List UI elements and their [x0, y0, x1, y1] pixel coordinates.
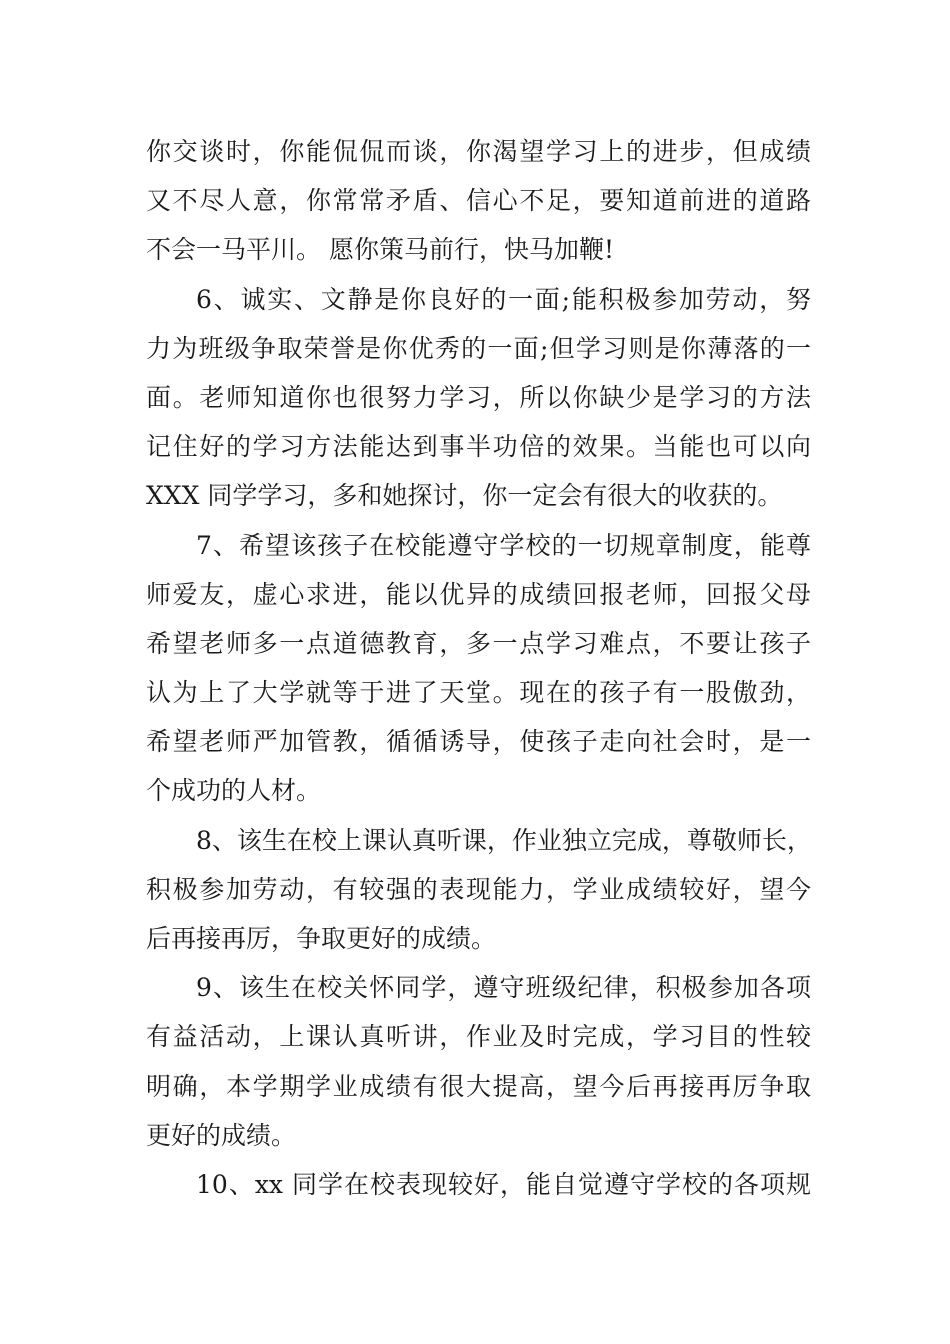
paragraph-item-10 — [146, 1160, 811, 1209]
text-line: 6、诚实、文静是你良好的一面;能积极参加劳动，努 — [196, 284, 811, 314]
text-line: 7、希望该孩子在校能遵守学校的一切规章制度，能尊 — [196, 530, 811, 560]
text-line: 积极参加劳动，有较强的表现能力，学业成绩较好，望今 — [146, 874, 811, 904]
text-line: 你交谈时，你能侃侃而谈，你渴望学习上的进步，但成绩 — [146, 137, 811, 166]
paragraph-item-8 — [146, 816, 811, 964]
text-line: 力为班级争取荣誉是你优秀的一面;但学习则是你薄落的一 — [146, 333, 811, 363]
paragraph-item-6 — [146, 275, 811, 521]
document-body — [146, 127, 811, 1209]
text-line: 面。老师知道你也很努力学习，所以你缺少是学习的方法 — [146, 382, 811, 412]
text-line: 更好的成绩。 — [146, 1120, 297, 1150]
text-line: 后再接再厉，争取更好的成绩。 — [146, 924, 497, 953]
text-line: XXX 同学学习，多和她探讨，你一定会有很大的收获的。 — [146, 481, 783, 511]
text-line: 希望老师多一点道德教育，多一点学习难点，不要让孩子 — [146, 628, 811, 658]
text-line: 师爱友，虚心求进，能以优异的成绩回报老师，回报父母 — [146, 579, 811, 609]
text-line: 记住好的学习方法能达到事半功倍的效果。当能也可以向 — [146, 432, 811, 462]
text-line: 认为上了大学就等于进了天堂。现在的孩子有一股傲劲， — [146, 678, 811, 708]
text-line: 10、xx 同学在校表现较好，能自觉遵守学校的各项规 — [196, 1169, 811, 1199]
text-line: 8、该生在校上课认真听课，作业独立完成，尊敬师长， — [196, 825, 812, 855]
text-line: 个成功的人材。 — [146, 776, 322, 806]
text-line: 9、该生在校关怀同学，遵守班级纪律，积极参加各项 — [196, 973, 811, 1003]
text-line: 有益活动，上课认真听讲，作业及时完成，学习目的性较 — [146, 1022, 811, 1052]
text-line: 又不尽人意，你常常矛盾、信心不足，要知道前进的道路 — [146, 186, 811, 216]
text-line: 不会一马平川。 愿你策马前行，快马加鞭! — [146, 235, 614, 265]
paragraph-continued — [146, 127, 811, 275]
text-line: 希望老师严加管教，循循诱导，使孩子走向社会时，是一 — [146, 727, 811, 757]
text-line: 明确，本学期学业成绩有很大提高，望今后再接再厉争取 — [146, 1071, 811, 1101]
paragraph-item-9 — [146, 963, 811, 1160]
paragraph-item-7 — [146, 521, 811, 816]
